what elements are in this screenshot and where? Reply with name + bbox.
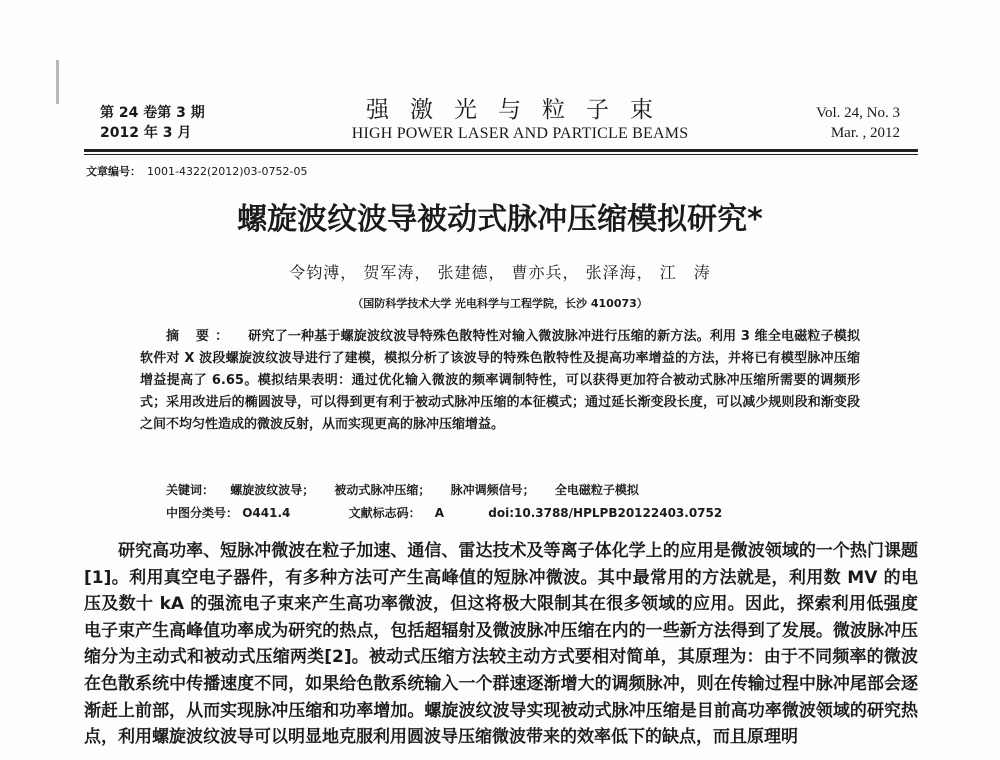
article-number [86,163,307,179]
paper-title: 螺旋波纹波导被动式脉冲压缩模拟研究* [237,202,763,237]
date-cn: 2012 年 3 月 [100,125,192,141]
scan-mark [56,60,59,104]
abstract-text: 研究了一种基于螺旋波纹波导特殊色散特性对输入微波脉冲进行压缩的新方法。利用 3 维全电磁粒子模拟软件对 X 波段螺旋波纹波导进行了建模，模拟分析了该波导的特殊色散特性及提高功率增益的方法，并将已有模型脉冲压缩增益提高了 6.65。模拟结果表明：通过优化输入微波的频率调制特性，可以获得更加符合被动式脉冲压缩所需要的调频形式；采用改进后的椭圆波导，可以得到更有利于被动式脉冲压缩的本征模式；通过延长渐变段长度，可以减少规则段和渐变段之间不均匀性造成的微波反射，从而实现更高的脉冲压缩增益。 [140,329,860,432]
abstract-label: 摘 要： [166,329,235,344]
keywords-label: 关键词： [166,483,215,497]
keywords [166,481,655,499]
header-rule-thin [84,154,918,155]
affiliation: （国防科学技术大学 光电科学与工程学院，长沙 410073） [352,297,648,310]
clc-value: O441.4 [242,506,291,520]
doi-value: 10.3788/HPLPB20122403.0752 [514,506,723,520]
date-en: Mar. , 2012 [830,125,900,141]
keyword-item: 全电磁粒子模拟 [554,483,639,497]
body-paragraph: 研究高功率、短脉冲微波在粒子加速、通信、雷达技术及等离子体化学上的应用是微波领域的一个热门课题[1]。利用真空电子器件，有多种方法可产生高峰值的短脉冲微波。其中最常用的方法就是，利用数 MV 的电压及数十 kA 的强流电子束来产生高功率微波，但这将极大限制其在很多领域的应用。因此，探索利用低强度电子束产生高峰值功率成为研究的热点，包括超辐射及微波脉冲压缩在内的一些新方法得到了发展。微波脉冲压缩分为主动式和被动式压缩两类[2]。被动式压缩方法较主动方式要相对简单，其原理为：由于不同频率的微波在色散系统中传播速度不同，如果给色散系统输入一个群速逐渐增大的调频脉冲，则在传输过程中脉冲尾部会逐渐赶上前部，从而实现脉冲压缩和功率增加。螺旋波纹波导实现被动式脉冲压缩是目前高功率微波领域的研究热点，利用螺旋波纹波导可以明显地克服利用圆波导压缩微波带来的效率低下的缺点，而且原理明 [84,541,918,748]
article-number-value: 1001-4322(2012)03-0752-05 [147,165,308,178]
doi-label: doi: [488,506,514,520]
keyword-item: 螺旋波纹波导； [230,483,315,497]
abstract [140,326,860,436]
journal-title-cn: 强激光与粒子束 [366,97,674,123]
doc-code-value: A [434,506,445,520]
header-issue-en [816,103,900,143]
volume-en: Vol. 24, No. 3 [816,105,900,121]
author-list: 令钧溥， 贺军涛， 张建德， 曹亦兵， 张泽海， 江 涛 [289,263,711,282]
body-text [84,538,918,751]
volume-cn: 第 24 卷第 3 期 [100,105,205,121]
journal-name [300,96,740,144]
keyword-item: 被动式脉冲压缩； [334,483,431,497]
classification-line [166,504,722,522]
doc-code-label: 文献标志码： [348,506,421,520]
journal-title-en: HIGH POWER LASER AND PARTICLE BEAMS [351,125,689,142]
keyword-item: 脉冲调频信号； [450,483,535,497]
clc-label: 中图分类号： [166,506,239,520]
header-rule-thick [84,149,918,152]
article-number-label: 文章编号： [86,165,141,178]
header-issue-cn [100,103,205,143]
